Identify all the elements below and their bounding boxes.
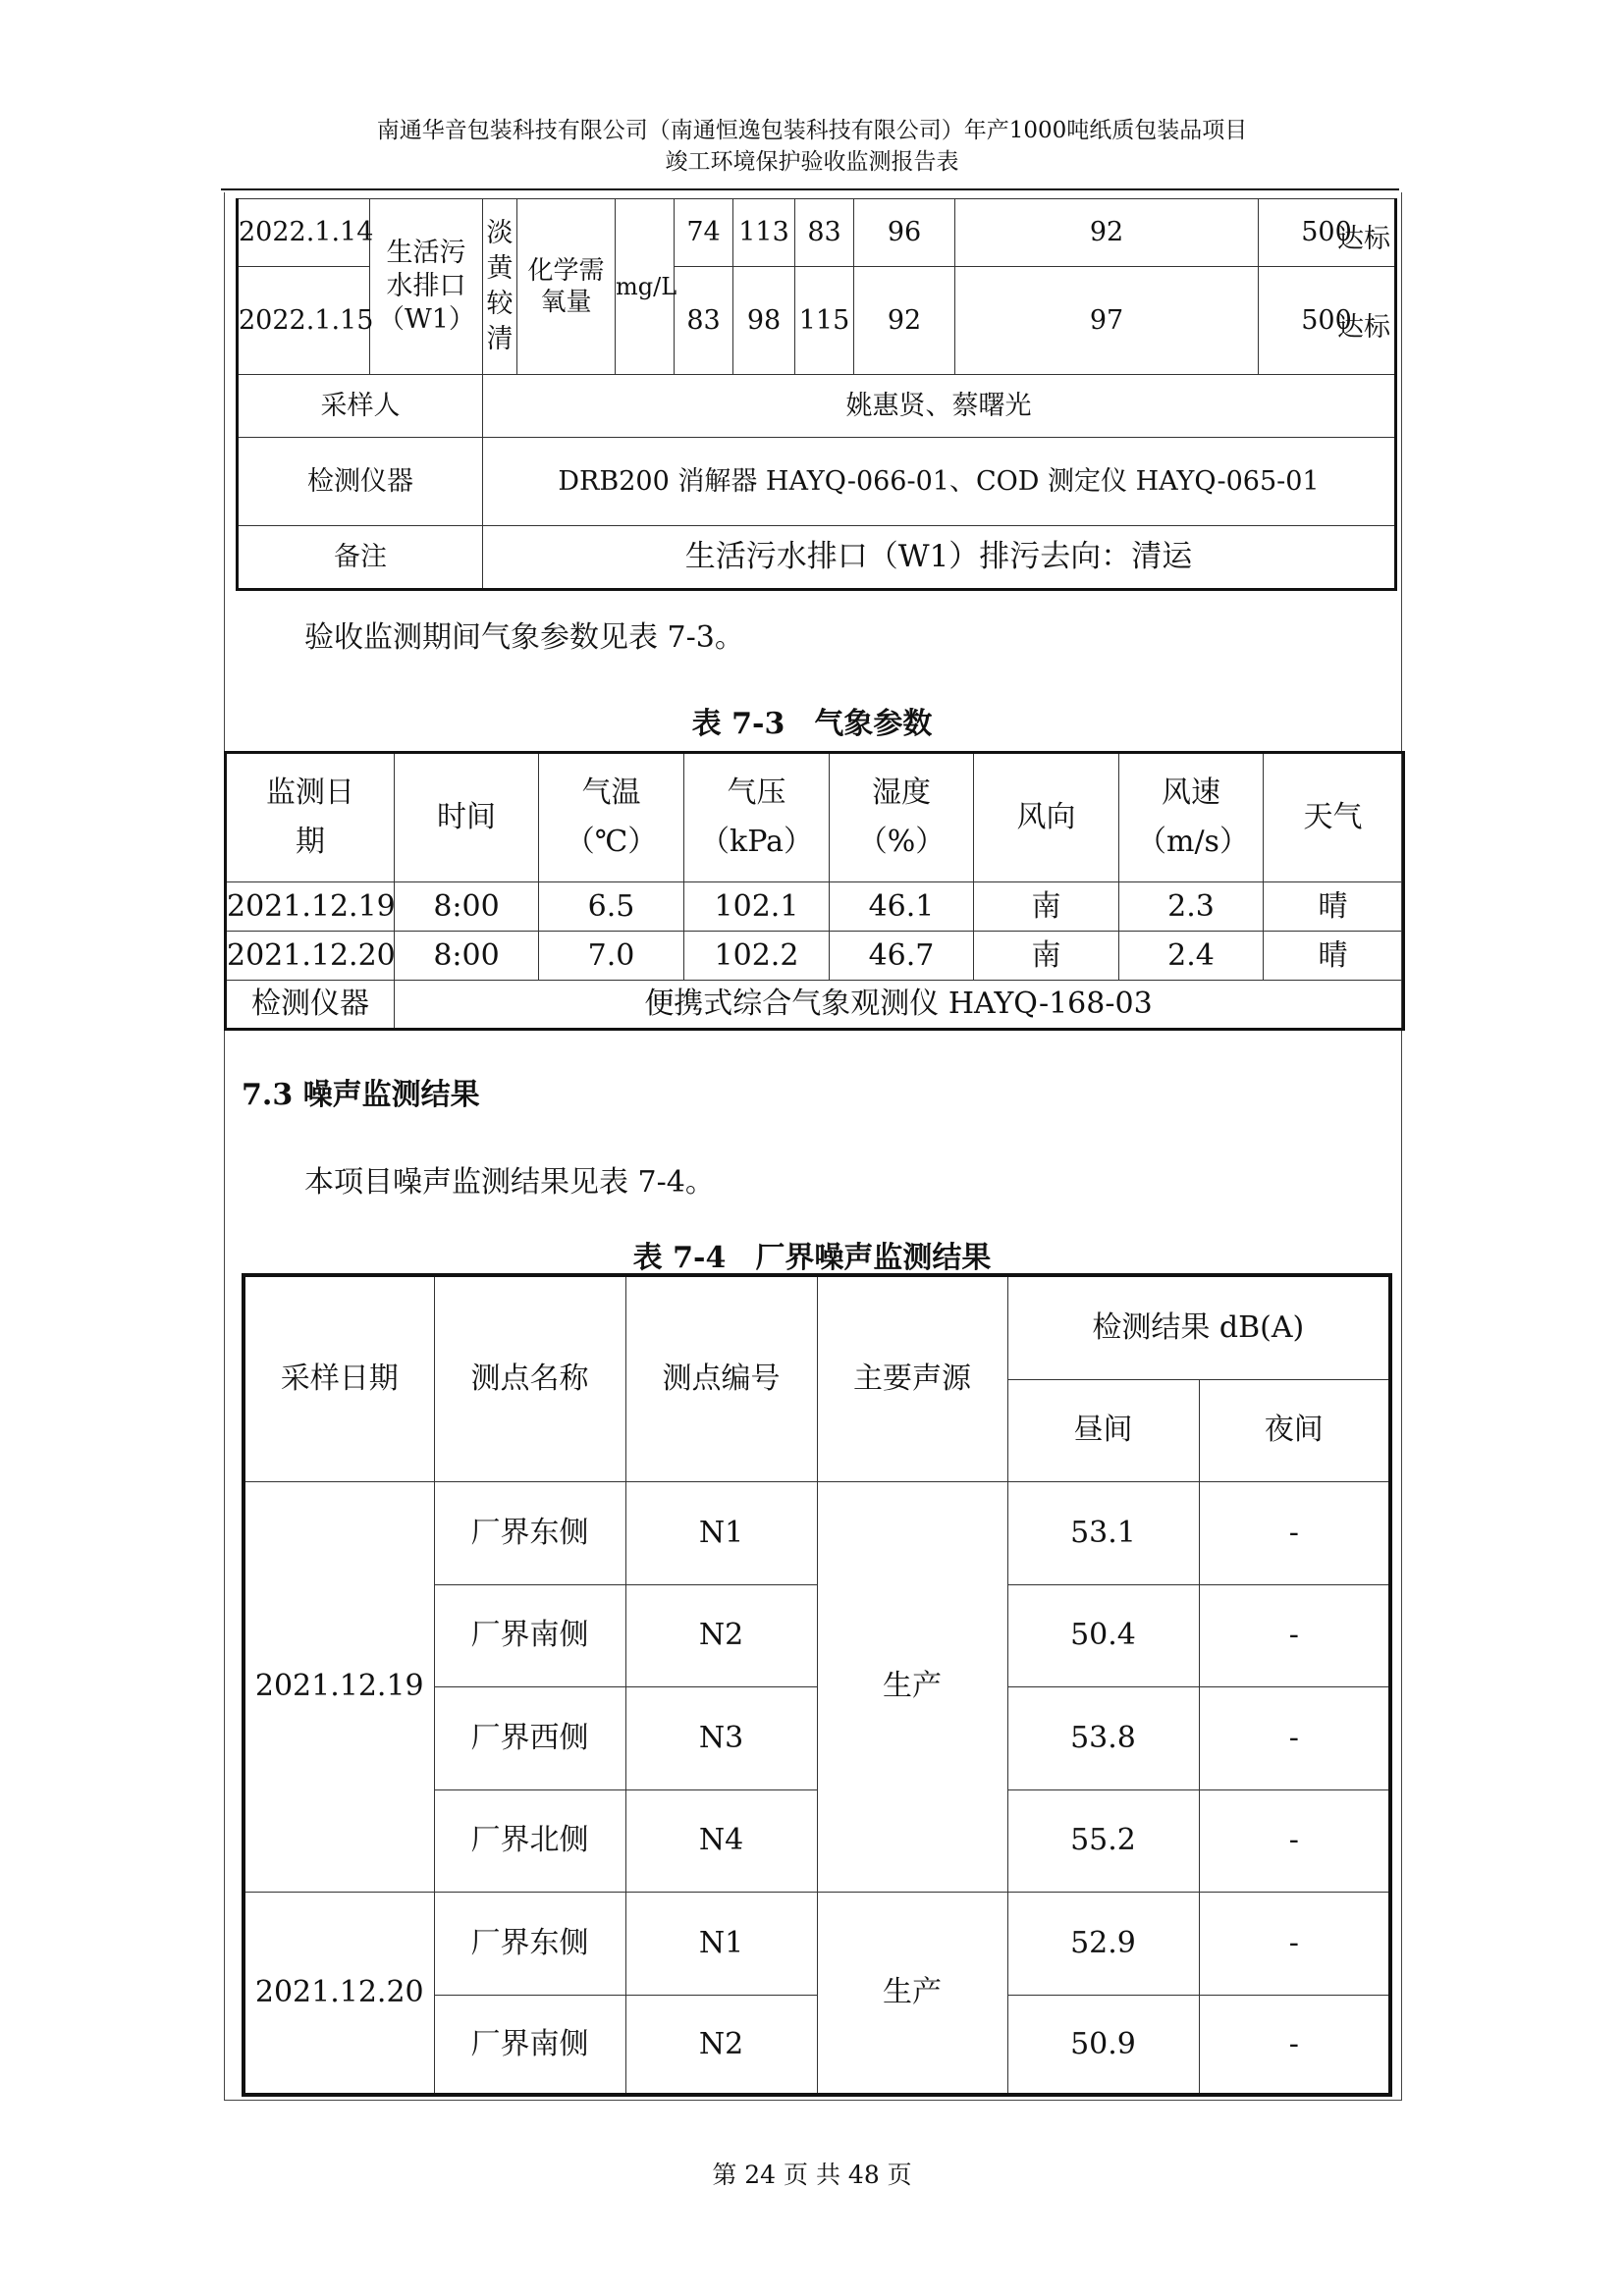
sampler-label: 采样人	[238, 375, 483, 438]
remark-label: 备注	[238, 526, 483, 590]
n-name: 厂界北侧	[434, 1789, 625, 1892]
water-v4-1: 96	[854, 199, 955, 267]
water-v3-1: 83	[795, 199, 854, 267]
w-winddir-1: 南	[974, 882, 1119, 932]
w-temp-1: 6.5	[539, 882, 684, 932]
water-v4-2: 92	[854, 267, 955, 375]
para-weather-ref: 验收监测期间气象参数见表 7-3。	[304, 620, 744, 655]
water-v2-2: 98	[733, 267, 795, 375]
th-wind-speed: 风速（m/s）	[1119, 753, 1264, 882]
water-result-2: 达标	[1337, 312, 1390, 343]
n-id: N1	[625, 1892, 817, 1995]
n-name: 厂界西侧	[434, 1686, 625, 1789]
water-v2-1: 113	[733, 199, 795, 267]
n-name: 厂界南侧	[434, 1584, 625, 1686]
w-weather-2: 晴	[1264, 932, 1404, 981]
th-pressure: 气压（kPa）	[684, 753, 830, 882]
n-night: -	[1199, 1686, 1390, 1789]
sampler-value: 姚惠贤、蔡曙光	[483, 375, 1396, 438]
water-instrument-value: DRB200 消解器 HAYQ-066-01、COD 测定仪 HAYQ-065-01	[483, 438, 1396, 526]
n-date-group-1: 2021.12.19	[244, 1481, 434, 1892]
n-day: 53.1	[1007, 1481, 1199, 1584]
n-day: 50.4	[1007, 1584, 1199, 1686]
th-night: 夜间	[1199, 1379, 1390, 1481]
n-day: 50.9	[1007, 1995, 1199, 2095]
water-v3-2: 115	[795, 267, 854, 375]
n-id: N3	[625, 1686, 817, 1789]
th-temp: 气温（℃）	[539, 753, 684, 882]
n-day: 53.8	[1007, 1686, 1199, 1789]
n-id: N2	[625, 1584, 817, 1686]
noise-table	[242, 1273, 1392, 2097]
w-humidity-1: 46.1	[830, 882, 974, 932]
th-day: 昼间	[1007, 1379, 1199, 1481]
n-source-group-2: 生产	[817, 1892, 1007, 2095]
w-windspeed-2: 2.4	[1119, 932, 1264, 981]
n-id: N1	[625, 1481, 817, 1584]
header-rule	[221, 188, 1399, 190]
water-result-1: 达标	[1337, 224, 1390, 254]
weather-instrument-label: 检测仪器	[226, 981, 395, 1030]
w-windspeed-1: 2.3	[1119, 882, 1264, 932]
header-line1: 南通华音包装科技有限公司（南通恒逸包装科技有限公司）年产1000吨纸质包装品项目	[376, 118, 1248, 143]
w-date-2: 2021.12.20	[226, 932, 395, 981]
n-night: -	[1199, 1481, 1390, 1584]
water-date-2: 2022.1.15	[238, 267, 370, 375]
w-humidity-2: 46.7	[830, 932, 974, 981]
page-footer: 第 24 页 共 48 页	[712, 2161, 912, 2189]
water-table	[236, 198, 1397, 591]
water-v1-1: 74	[675, 199, 733, 267]
water-unit: mg/L	[616, 199, 675, 375]
n-night: -	[1199, 1789, 1390, 1892]
n-day: 52.9	[1007, 1892, 1199, 1995]
th-wind-dir: 风向	[974, 753, 1119, 882]
n-night: -	[1199, 1995, 1390, 2095]
w-pressure-1: 102.1	[684, 882, 830, 932]
n-id: N2	[625, 1995, 817, 2095]
water-appearance: 淡黄较清	[483, 199, 517, 375]
w-temp-2: 7.0	[539, 932, 684, 981]
n-night: -	[1199, 1584, 1390, 1686]
water-v1-2: 83	[675, 267, 733, 375]
th-time: 时间	[395, 753, 539, 882]
header-line2: 竣工环境保护验收监测报告表	[665, 149, 959, 175]
th-result: 检测结果 dB(A)	[1007, 1275, 1390, 1379]
th-sample-date: 采样日期	[244, 1275, 434, 1481]
water-date-1: 2022.1.14	[238, 199, 370, 267]
th-point-name: 测点名称	[434, 1275, 625, 1481]
w-weather-1: 晴	[1264, 882, 1404, 932]
th-point-id: 测点编号	[625, 1275, 817, 1481]
n-night: -	[1199, 1892, 1390, 1995]
w-winddir-2: 南	[974, 932, 1119, 981]
water-limit-1: 500	[1259, 199, 1396, 267]
th-source: 主要声源	[817, 1275, 1007, 1481]
n-name: 厂界东侧	[434, 1481, 625, 1584]
n-id: N4	[625, 1789, 817, 1892]
water-point: 生活污水排口（W1）	[370, 199, 483, 375]
weather-instrument-value: 便携式综合气象观测仪 HAYQ-168-03	[395, 981, 1404, 1030]
table3-caption: 表 7-3 气象参数	[691, 707, 933, 741]
water-item: 化学需氧量	[517, 199, 616, 375]
table4-caption: 表 7-4 厂界噪声监测结果	[632, 1241, 992, 1275]
para-noise-ref: 本项目噪声监测结果见表 7-4。	[304, 1165, 715, 1200]
w-time-2: 8:00	[395, 932, 539, 981]
w-date-1: 2021.12.19	[226, 882, 395, 932]
w-pressure-2: 102.2	[684, 932, 830, 981]
th-humidity: 湿度（%）	[830, 753, 974, 882]
th-weather: 天气	[1264, 753, 1404, 882]
w-time-1: 8:00	[395, 882, 539, 932]
section-title: 7.3 噪声监测结果	[242, 1078, 480, 1112]
n-source-group-1: 生产	[817, 1481, 1007, 1892]
remark-value: 生活污水排口（W1）排污去向：清运	[483, 526, 1396, 590]
n-day: 55.2	[1007, 1789, 1199, 1892]
water-limit-2: 500	[1259, 267, 1396, 375]
water-instrument-label: 检测仪器	[238, 438, 483, 526]
water-avg-1: 92	[955, 199, 1259, 267]
water-avg-2: 97	[955, 267, 1259, 375]
n-name: 厂界东侧	[434, 1892, 625, 1995]
n-name: 厂界南侧	[434, 1995, 625, 2095]
th-date: 监测日期	[226, 753, 395, 882]
weather-table	[224, 751, 1405, 1031]
n-date-group-2: 2021.12.20	[244, 1892, 434, 2095]
